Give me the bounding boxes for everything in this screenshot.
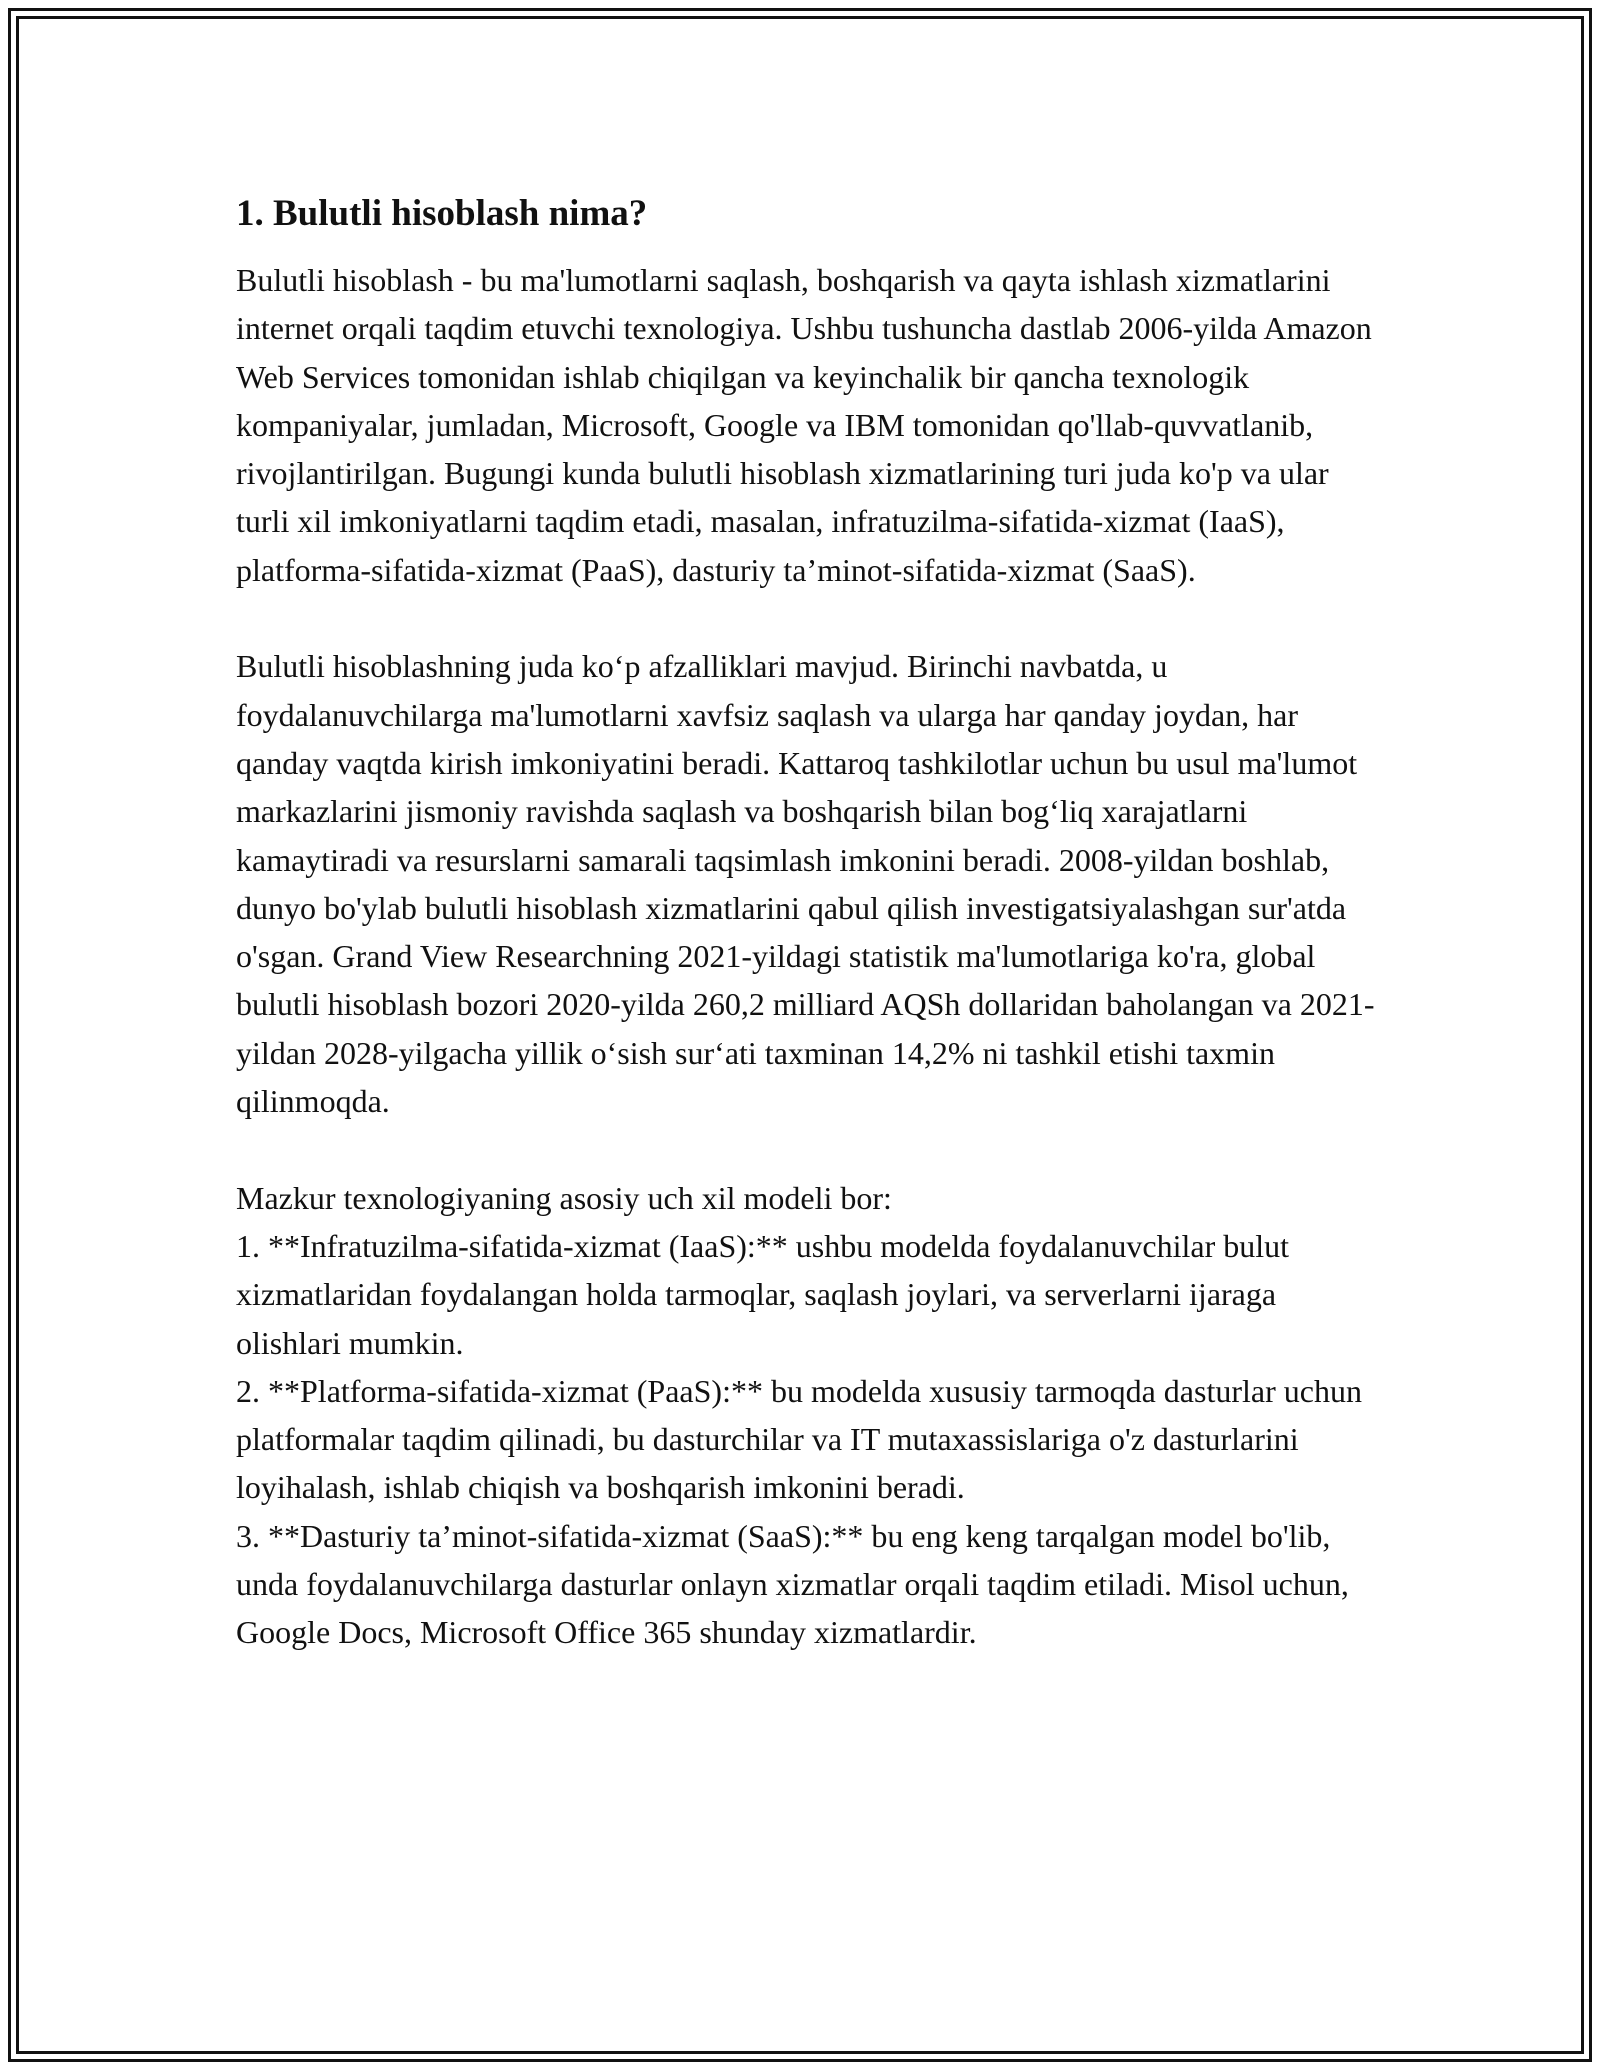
paragraph-gap	[236, 1125, 1376, 1173]
section-heading: 1. Bulutli hisoblash nima?	[236, 193, 648, 234]
model-item-paas: 2. **Platforma-sifatida-xizmat (PaaS):** bu modelda xususiy tarmoqda dasturlar uchun platformalar taqdim qilinadi, bu dasturchilar va IT mutaxassislariga o'z dasturlarini loyihalash, ishlab chiqish va boshqarish imkonini beradi.	[236, 1372, 1362, 1506]
paragraph-gap	[236, 594, 1376, 642]
models-intro: Mazkur texnologiyaning asosiy uch xil modeli bor:	[236, 1179, 892, 1216]
paragraph-advantages: Bulutli hisoblashning juda ko‘p afzalliklari mavjud. Birinchi navbatda, u foydalanuvchilarga ma'lumotlarni xavfsiz saqlash va ularga har qanday joydan, har qanday vaqtda kirish imkoniyatini beradi. Kattaroq tashkilotlar uchun bu usul ma'lumot markazlarini jismoniy ravishda saqlash va boshqarish bilan bog‘liq xarajatlarni kamaytiradi va resurslarni samarali taqsimlash imkonini beradi. 2008-yildan boshlab, dunyo bo'ylab bulutli hisoblash xizmatlarini qabul qilish investigatsiyalashgan sur'atda o'sgan. Grand View Researchning 2021-yildagi statistik ma'lumotlariga ko'ra, global bulutli hisoblash bozori 2020-yilda 260,2 milliard AQSh dollaridan baholangan va 2021-yildan 2028-yilgacha yillik o‘sish sur‘ati taxminan 14,2% ni tashkil etishi taxmin qilinmoqda.	[236, 648, 1375, 1120]
document-body	[236, 186, 1376, 1657]
model-item-saas: 3. **Dasturiy ta’minot-sifatida-xizmat (SaaS):** bu eng keng tarqalgan model bo'lib, unda foydalanuvchilarga dasturlar onlayn xizmatlar orqali taqdim etiladi. Misol uchun, Google Docs, Microsoft Office 365 shunday xizmatlardir.	[236, 1517, 1349, 1651]
paragraph-definition: Bulutli hisoblash - bu ma'lumotlarni saqlash, boshqarish va qayta ishlash xizmatlarini internet orqali taqdim etuvchi texnologiya. Ushbu tushuncha dastlab 2006-yilda Amazon Web Services tomonidan ishlab chiqilgan va keyinchalik bir qancha texnologik kompaniyalar, jumladan, Microsoft, Google va IBM tomonidan qo'llab-quvvatlanib, rivojlantirilgan. Bugungi kunda bulutli hisoblash xizmatlarining turi juda ko'p va ular turli xil imkoniyatlarni taqdim etadi, masalan, infratuzilma-sifatida-xizmat (IaaS), platforma-sifatida-xizmat (PaaS), dasturiy ta’minot-sifatida-xizmat (SaaS).	[236, 262, 1372, 588]
model-item-iaas: 1. **Infratuzilma-sifatida-xizmat (IaaS):** ushbu modelda foydalanuvchilar bulut xizmatlaridan foydalangan holda tarmoqlar, saqlash joylari, va serverlarni ijaraga olishlari mumkin.	[236, 1227, 1289, 1361]
